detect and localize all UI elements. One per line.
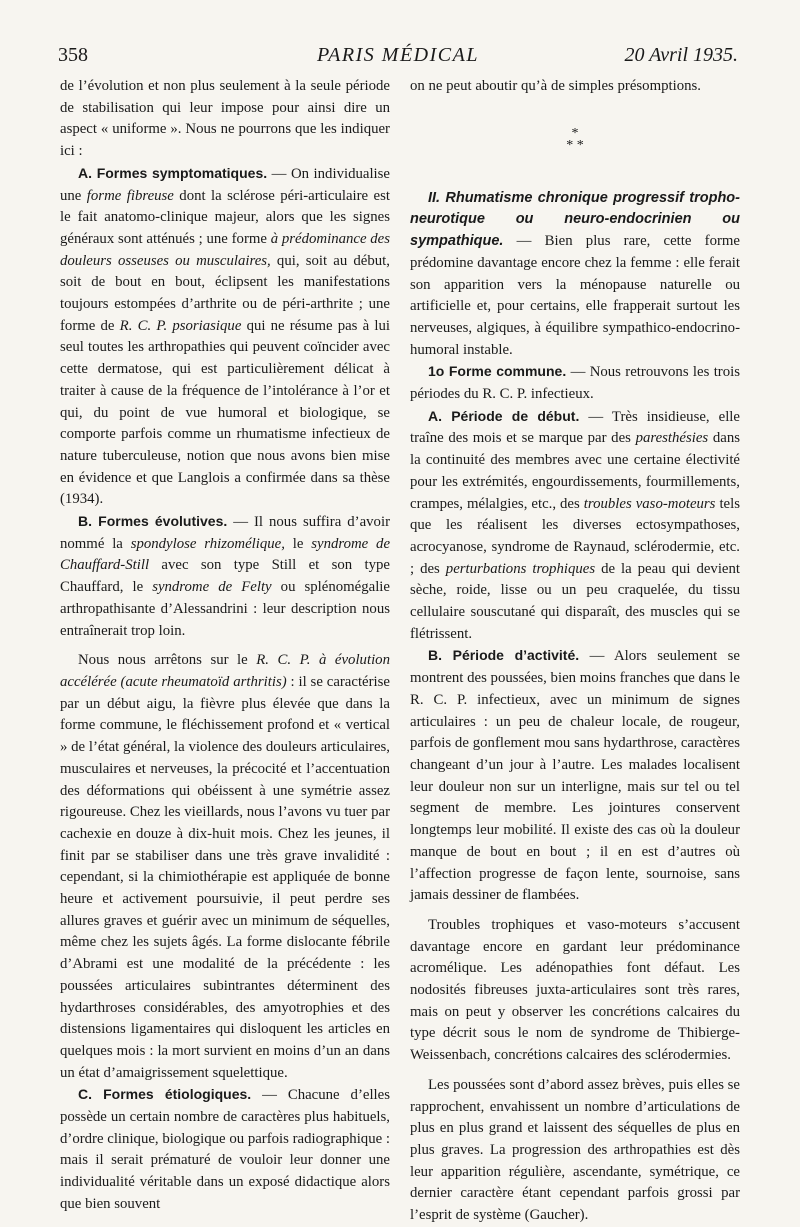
text-run: — Bien plus rare, cette forme prédomine davantage encore chez la femme : elle ferait son apparition vers la ménopause naturelle ou artificielle et, pour certains, elle frapperait surtout les nerveuses, algiques, à équilibre sympathico-endocrino-humoral instable. [410,233,740,358]
text-run: : il se caractérise par un début aigu, la fièvre plus élevée que dans la forme commune, le fléchissement profond et « vertical » de l’état général, la violence des douleurs articulaires, musculaires et nerveuses, la précocité et l’accentuation des déformations qui obéissent à une symétrie assez rigoureuse. Chez les vieillards, nous l’avons vu tuer par cachexie en douze à dix-huit mois. Chez les jeunes, il finit par se stabiliser dans une très grave invalidité : cependant, si la chimiothérapie est appliquée de bonne heure et activement poursuivie, il peut perdre ses allures graves et guérir avec un minimum de séquelles, même chez les sujets âgés. La forme dislocante fébrile d’Abrami est une modalité de la précédente : les poussées articulaires subintrantes déterminent des hydarthroses considérables, des amyotrophies et des distensions ligamentaires qui disloquent les articles en quelques mois : la mort survient en moins d’un an dans un état d’amaigrissement squelettique. [60,673,390,1081]
asterisk-top: * [571,125,579,141]
section-separator [410,125,740,153]
paragraph-section-ii [410,188,740,362]
text-run: Nous nous arrêtons sur le [78,652,257,669]
paragraph-periode-activite [410,645,740,906]
text-run: — Très insidieuse, elle traîne des mois et se marque par des [410,408,740,447]
italic-term: spondylose rhizomélique, [130,535,285,552]
paragraph-forme-commune [410,361,740,405]
section-label: 1o Forme commune. [428,363,567,380]
issue-date: 20 Avril 1935. [624,44,738,66]
text-run: — On individualise une [60,165,390,204]
journal-title: PARIS MÉDICAL [317,44,479,66]
text-run: — Nous retrouvons les trois périodes du R. C. P. infectieux. [410,364,741,403]
section-label: B. Période d’activité. [428,647,580,664]
text-run: tels que les réalisent les diverses ectosympathoses, acrocyanose, syndrome de Raynaud, sclérodermie, etc. ; des [410,495,740,577]
paragraph: Troubles trophiques et vaso-moteurs s’accusent davantage encore en gardant leur prédominance acromélique. Les adénopathies font défaut. Les nodosités fibreuses juxta-articulaires sont très rares, mais on peut y observer les concrétions calcaires du type décrit sous le nom de syndrome de Thibierge-Weissenbach, concrétions calcaires des sclérodermies. [410,916,740,1064]
italic-term: syndrome de Felty [152,579,272,596]
italic-term: perturbations trophiques [445,560,596,577]
section-label: A. Formes symptomatiques. [78,164,268,181]
section-label: B. Formes évolutives. [78,513,228,530]
text-run: le [284,535,312,552]
asterisk-bottom: * * [566,137,584,153]
right-column [410,76,740,1227]
italic-term: paresthésies [635,430,709,447]
section-label: A. Période de début. [428,407,580,424]
paragraph: on ne peut aboutir qu’à de simples présomptions. [410,78,701,94]
text-run: dans la continuité des membres avec une certaine électivité pour les extrémités, engourdissements, fourmillements, crampes, mélalgies, etc., des [410,430,740,512]
left-column [60,76,390,1216]
section-label: C. Formes étiologiques. [78,1086,252,1103]
italic-term: à prédominance des douleurs osseuses ou musculaires, [60,230,391,269]
paragraph-periode-debut [410,406,740,646]
page-number: 358 [58,44,88,66]
paragraph-rcp-accelere [60,650,390,1084]
text-run: — Il nous suffira d’avoir nommé la [60,514,390,552]
text-run: qui, soit au début, soit de bout en bout, éclipsent les manifestations toujours estompées d’arthrite ou de péri-arthrite ; une forme de [60,252,390,334]
text-run: ou splénomégalie arthropathisante d’Alessandrini : leur description nous entraînerait trop loin. [60,579,390,639]
paragraph-formes-evolutives [60,511,390,642]
italic-term: troubles vaso-moteurs [583,495,716,512]
text-run: dont la sclérose péri-articulaire est le fait anatomo-clinique majeur, alors que les signes généraux sont atténués ; une forme [60,187,390,247]
text-run: de la peau qui devient sèche, roide, lisse ou un peu craquelée, du tissu cellulaire souscutané qui disparaît, des muscles qui se flétrissent. [410,560,741,642]
italic-term: forme fibreuse [86,187,174,204]
paragraph: Les poussées sont d’abord assez brèves, puis elles se rapprochent, envahissent un nombre d’articulations de plus en plus grand et laissent des séquelles de plus en plus graves. La progression des arthropathies est dès leur apparition régulière, ascendante, symétrique, ce dernier caractère étant cependant parfois grossi par l’esprit de système (Gaucher). [410,1076,740,1224]
page-header [58,40,738,80]
paragraph: de l’évolution et non plus seulement à la seule période de stabilisation qui leur impose pour ainsi dire un aspect « uniforme ». Nous ne pourrons que les indiquer ici : [60,78,390,160]
italic-term: R. C. P. à évolution accélérée (acute rheumatoïd arthritis) [60,652,390,690]
section-title: II. Rhumatisme chronique progressif tropho-neurotique ou neuro-endocrinien ou sympathique. [410,189,740,250]
text-run: — Alors seulement se montrent des poussées, bien moins franches que dans le R. C. P. infectieux, avec un minimum de signes articulaires : un peu de chaleur locale, de rougeur, parfois de gonflement mou sans hydarthrose, caractères changeant d’un jour à l’autre. Les malades localisent leur douleur non sur un interligne, mais sur tel ou tel segment de membre. Les jointures conservent longtemps leur mobilité. Il existe des cas où la douleur manque de bout en bout ; il en est d’autres où l’affection progresse de façon lente, sournoise, sans jamais dessiner de flambées. [410,648,740,904]
paragraph-formes-etiologiques [60,1084,390,1215]
text-run: avec son type Still et son type Chauffard, le [60,557,390,596]
italic-term: syndrome de Chauffard-Still [60,535,391,574]
text-run: qui ne résume pas à lui seul toutes les arthropathies qui peuvent coïncider avec cette dermatose, qui est particulièrement délicat à traiter à cause de la fréquence de l’intolérance à l’or et qui, du point de vue humoral et biologique, se comporte parfois comme un rhumatisme infectieux de nature tuberculeuse, notion que nous avons bien mise en évidence et que Langlois a confirmée dans sa thèse (1934). [60,317,390,508]
italic-term: R. C. P. psoriasique [119,317,242,334]
paragraph-formes-symptomatiques [60,163,390,511]
text-run: — Chacune d’elles possède un certain nombre de caractères plus habituels, d’ordre clinique, biologique ou parfois radiographique : mais il serait prématuré de vouloir leur donner une individualité véritable dans un exposé didactique alors que bien souvent [60,1087,390,1212]
